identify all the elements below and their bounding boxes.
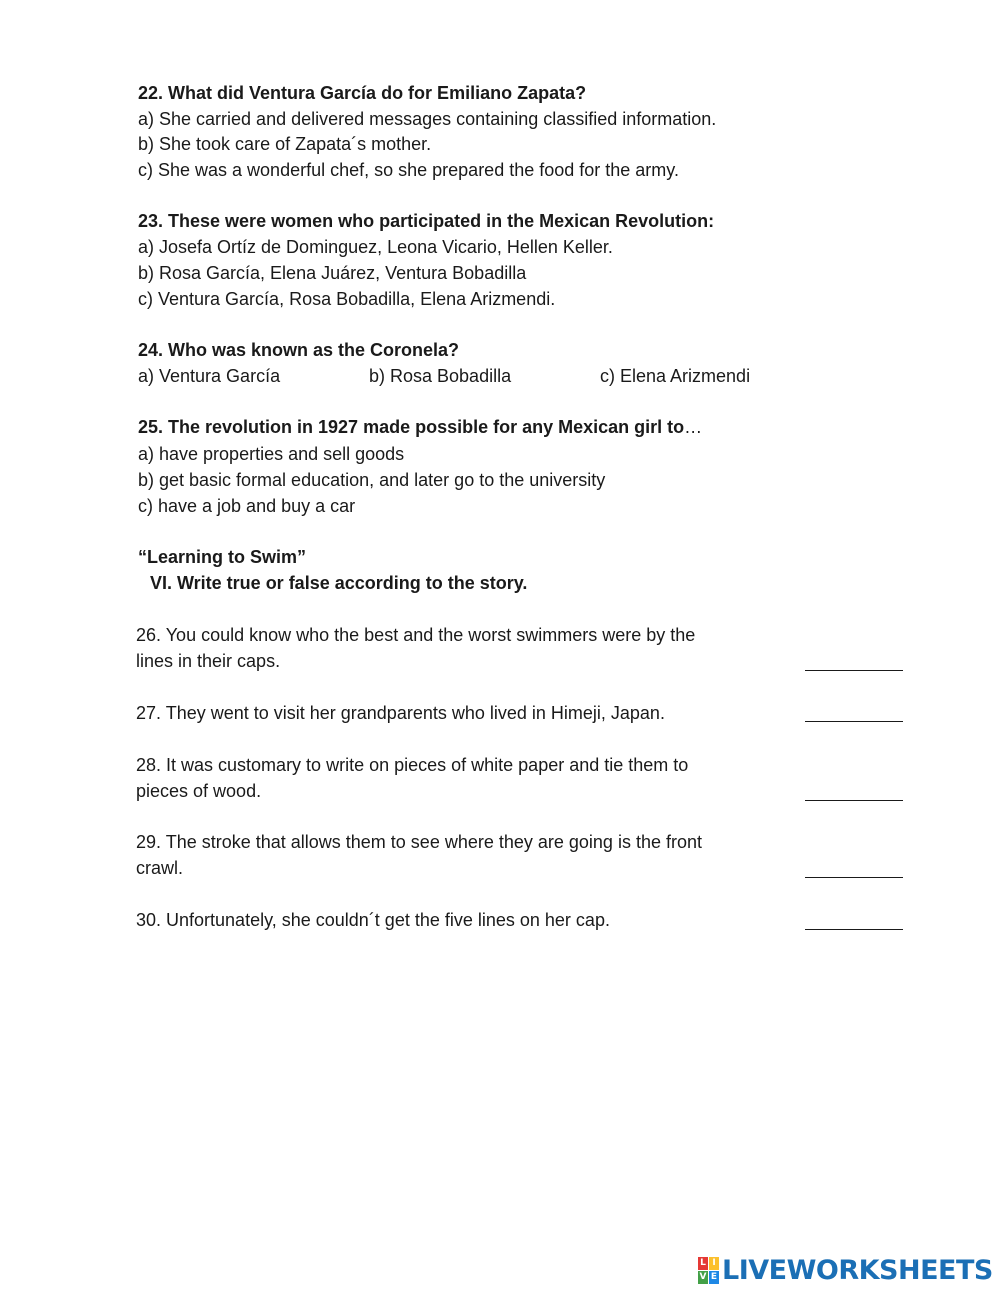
liveworksheets-logo (698, 1256, 993, 1284)
question-26-line-2: lines in their caps. (136, 651, 281, 671)
question-27-line-1: 27. They went to visit her grandparents who lived in Himeji, Japan. (136, 703, 665, 723)
question-22-prompt: 22. What did Ventura García do for Emiliano Zapata? (138, 83, 587, 103)
question-25-prompt (138, 416, 702, 438)
question-23-option-c: c) Ventura García, Rosa Bobadilla, Elena Arizmendi. (138, 289, 556, 309)
question-30-answer-blank[interactable] (805, 929, 903, 930)
question-25-prompt-bold: 25. The revolution in 1927 made possible for any Mexican girl to (138, 417, 685, 437)
logo-block-e: E (710, 1271, 718, 1282)
question-29-line-1: 29. The stroke that allows them to see where they are going is the front (136, 832, 702, 852)
question-27-answer-blank[interactable] (805, 721, 903, 722)
question-24-option-a: a) Ventura García (138, 366, 281, 386)
logo-text: LIVEWORKSHEETS (722, 1254, 993, 1286)
question-29-answer-blank[interactable] (805, 877, 903, 878)
question-22-option-a: a) She carried and delivered messages containing classified information. (138, 109, 717, 129)
question-22-option-c: c) She was a wonderful chef, so she prepared the food for the army. (138, 160, 679, 180)
question-29-line-2: crawl. (136, 858, 184, 878)
question-25-option-a: a) have properties and sell goods (138, 444, 405, 464)
question-23-option-b: b) Rosa García, Elena Juárez, Ventura Bobadilla (138, 263, 527, 283)
question-24-option-c: c) Elena Arizmendi (600, 366, 751, 386)
question-24-option-b: b) Rosa Bobadilla (369, 366, 512, 386)
question-25-option-c: c) have a job and buy a car (138, 496, 356, 516)
question-24-options-row (138, 365, 838, 387)
question-28-line-1: 28. It was customary to write on pieces of white paper and tie them to (136, 755, 689, 775)
logo-block-l: L (698, 1257, 708, 1270)
question-22-option-b: b) She took care of Zapata´s mother. (138, 134, 432, 154)
logo-block-i: I (709, 1257, 719, 1270)
question-28-line-2: pieces of wood. (136, 781, 262, 801)
question-26-line-1: 26. You could know who the best and the worst swimmers were by the (136, 625, 696, 645)
question-23-option-a: a) Josefa Ortíz de Dominguez, Leona Vicario, Hellen Keller. (138, 237, 613, 257)
logo-block-v: V (699, 1271, 707, 1282)
question-28-answer-blank[interactable] (805, 800, 903, 801)
question-23-prompt: 23. These were women who participated in the Mexican Revolution: (138, 211, 715, 231)
question-25-option-b: b) get basic formal education, and later go to the university (138, 470, 606, 490)
question-25-prompt-ellipsis: … (684, 417, 703, 437)
section-instruction: VI. Write true or false according to the story. (150, 573, 528, 593)
story-title: “Learning to Swim” (138, 547, 307, 567)
question-26-answer-blank[interactable] (805, 670, 903, 671)
question-30-line-1: 30. Unfortunately, she couldn´t get the five lines on her cap. (136, 910, 610, 930)
question-24-prompt: 24. Who was known as the Coronela? (138, 340, 460, 360)
logo-blocks-icon (698, 1257, 719, 1284)
